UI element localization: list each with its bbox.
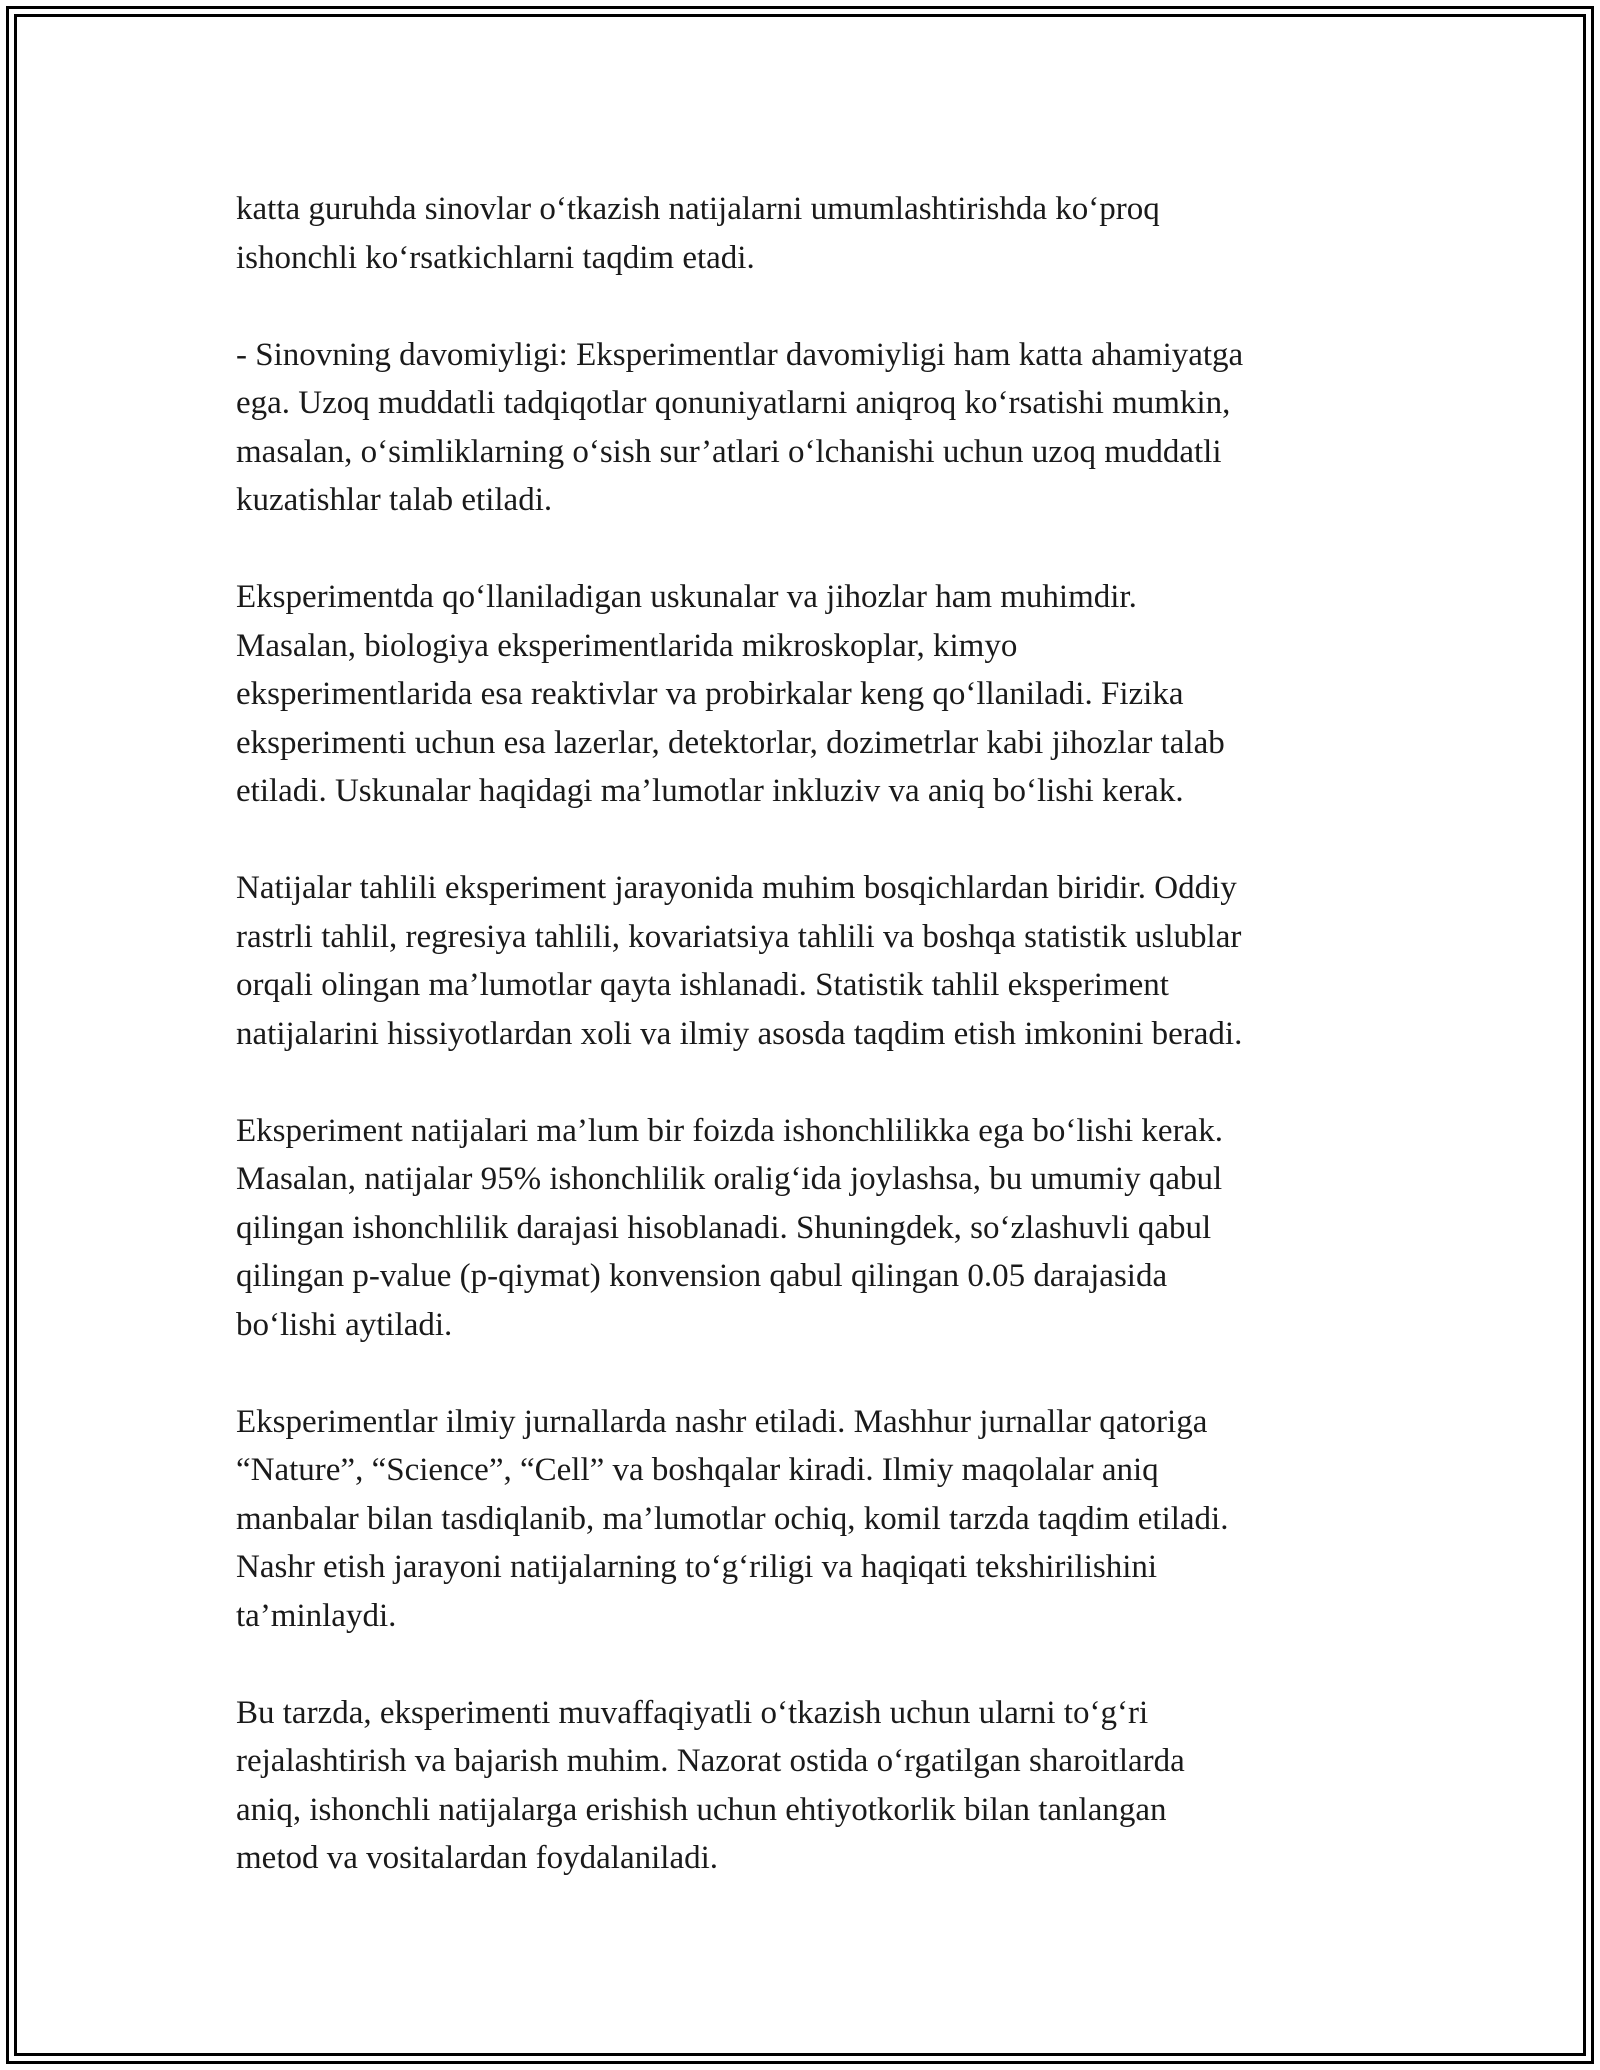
paragraph: Eksperimentlar ilmiy jurnallarda nashr etiladi. Mashhur jurnallar qatoriga “Nature”, “Science”, “Cell” va boshqalar kiradi. Ilmiy maqolalar aniq manbalar bilan tasdiqlanib, ma’lumotlar ochiq, komil tarzda taqdim etiladi. Nashr etish jarayoni natijalarning to‘g‘riligi va haqiqati tekshirilishini ta’minlaydi. xyxy=(236,1403,1229,1634)
paragraph: Eksperiment natijalari ma’lum bir foizda ishonchlilikka ega bo‘lishi kerak. Masalan, natijalar 95% ishonchlilik oralig‘ida joylashsa, bu umumiy qabul qilingan ishonchlilik darajasi hisoblanadi. Shuningdek, so‘zlashuvli qabul qilingan p-value (p-qiymat) konvension qabul qilingan 0.05 darajasida bo‘lishi aytiladi. xyxy=(236,1112,1223,1343)
paragraph: Eksperimentda qo‘llaniladigan uskunalar va jihozlar ham muhimdir. Masalan, biologiya eksperimentlarida mikroskoplar, kimyo eksperimentlarida esa reaktivlar va probirkalar keng qo‘llaniladi. Fizika eksperimenti uchun esa lazerlar, detektorlar, dozimetrlar kabi jihozlar talab etiladi. Uskunalar haqidagi ma’lumotlar inkluziv va aniq bo‘lishi kerak. xyxy=(236,579,1225,809)
paragraph: Natijalar tahlili eksperiment jarayonida muhim bosqichlardan biridir. Oddiy rastrli tahlil, regresiya tahlili, kovariatsiya tahlili va boshqa statistik uslublar orqali olingan ma’lumotlar qayta ishlanadi. Statistik tahlil eksperiment natijalarini hissiyotlardan xoli va ilmiy asosda taqdim etish imkonini beradi. xyxy=(236,870,1243,1052)
document-body xyxy=(236,185,1366,1883)
paragraph: - Sinovning davomiyligi: Eksperimentlar davomiyligi ham katta ahamiyatga ega. Uzoq muddatli tadqiqotlar qonuniyatlarni aniqroq ko‘rsatishi mumkin, masalan, o‘simliklarning o‘sish sur’atlari o‘lchanishi uchun uzoq muddatli kuzatishlar talab etiladi. xyxy=(236,336,1244,518)
paragraph: katta guruhda sinovlar o‘tkazish natijalarni umumlashtirishda ko‘proq ishonchli ko‘rsatkichlarni taqdim etadi. xyxy=(236,191,1160,276)
paragraph: Bu tarzda, eksperimenti muvaffaqiyatli o‘tkazish uchun ularni to‘g‘ri rejalashtirish va bajarish muhim. Nazorat ostida o‘rgatilgan sharoitlarda aniq, ishonchli natijalarga erishish uchun ehtiyotkorlik bilan tanlangan metod va vositalardan foydalaniladi. xyxy=(236,1694,1185,1876)
